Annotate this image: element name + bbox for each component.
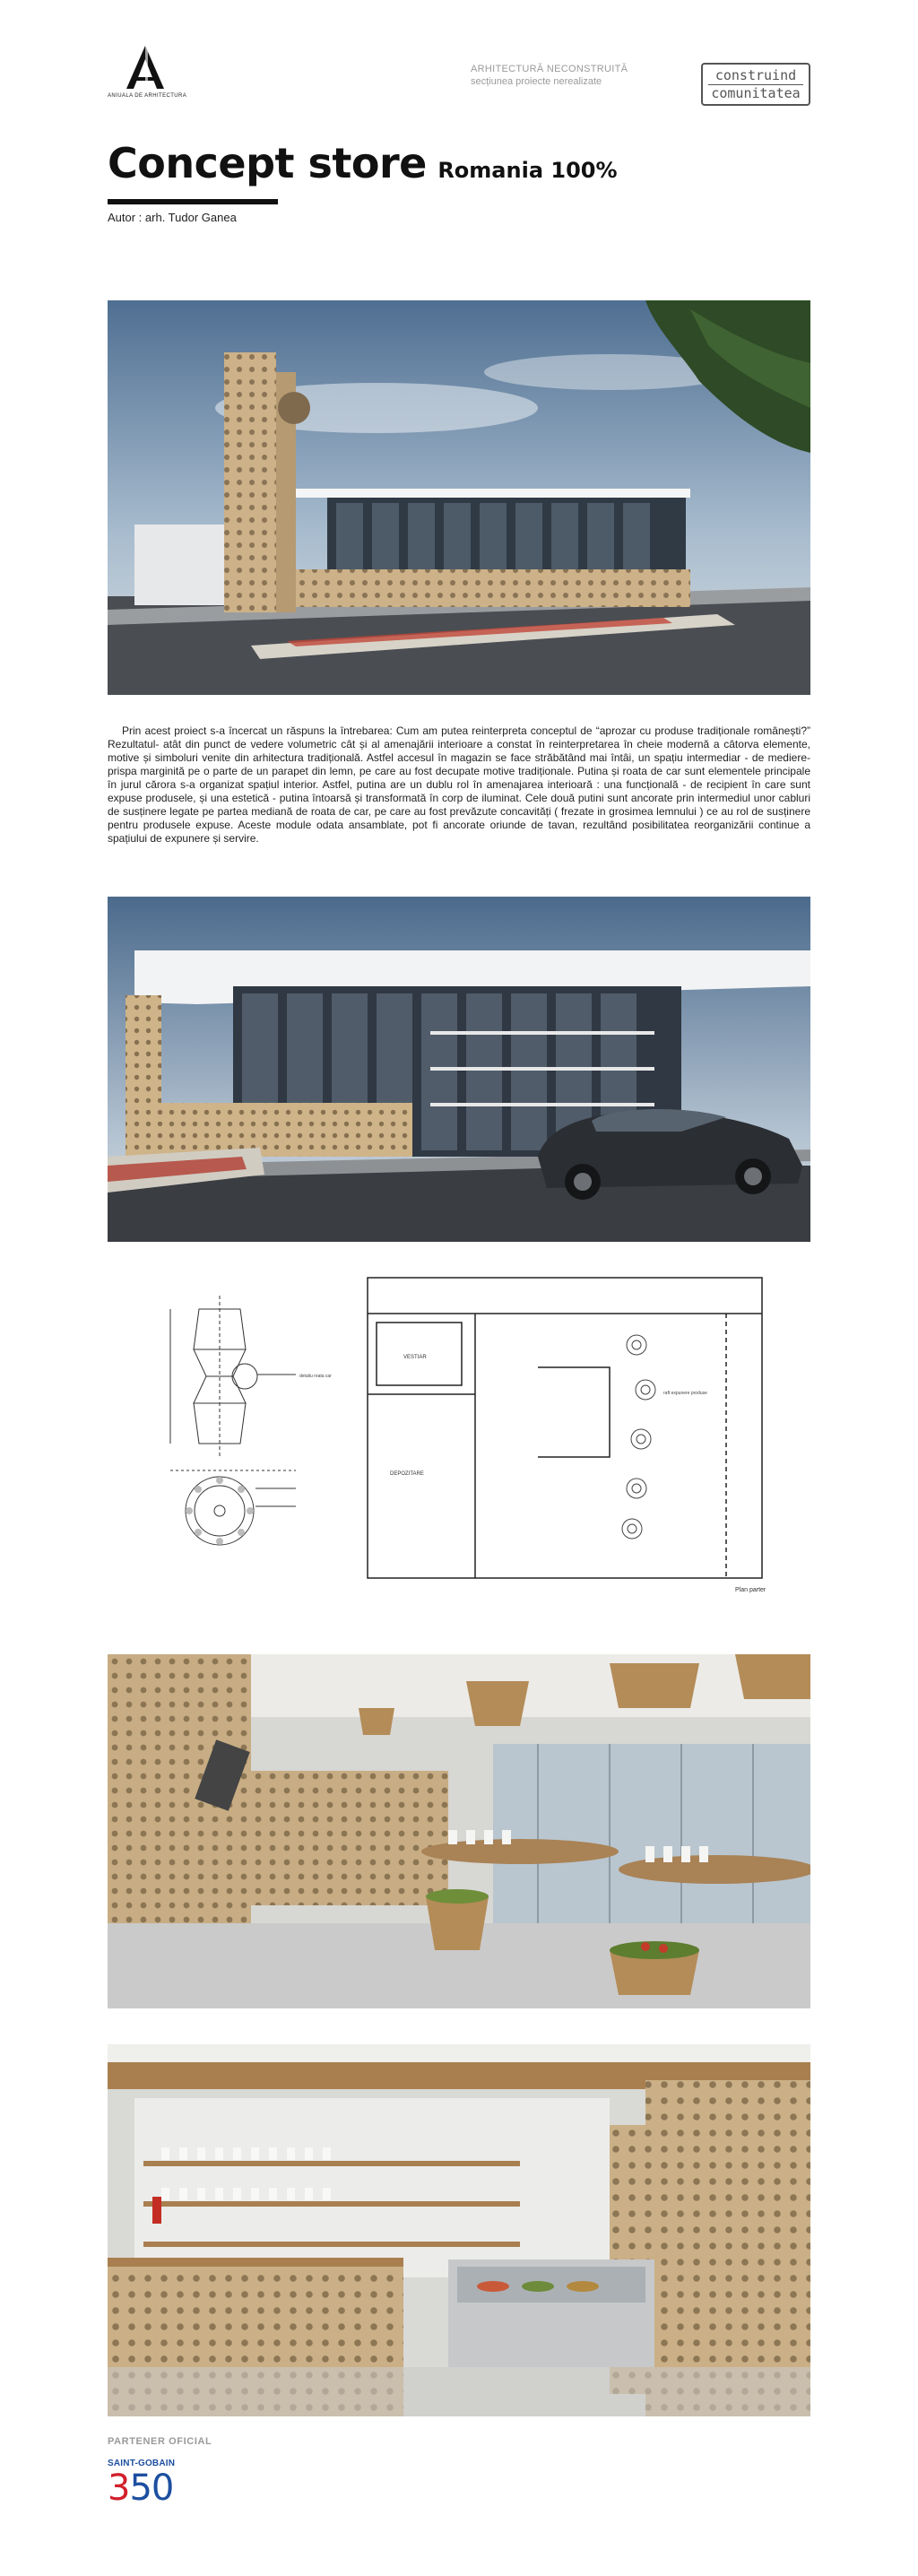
- render-exterior-side: [108, 897, 810, 1242]
- author-line: Autor : arh. Tudor Ganea: [108, 211, 237, 224]
- anniversary-digits: 50: [129, 2468, 174, 2509]
- anuala-logo: [108, 43, 187, 108]
- brand-line-2: comunitatea: [711, 85, 801, 101]
- render-interior-counter: [108, 2044, 810, 2416]
- logo-caption: ANIUALA DE ARHITECTURA: [108, 93, 187, 99]
- shelf-note-label: raft expunere produse: [663, 1391, 707, 1396]
- title-main: Concept store: [108, 139, 427, 187]
- partner-label: PARTENER OFICIAL: [108, 2436, 212, 2447]
- construind-comunitatea-logo: [701, 63, 810, 106]
- project-description: Prin acest proiect s-a încercat un răspuns la întrebarea: Cum am putea reinterpreta conceptul de “aprozar cu produse tradiționale românești?” Rezultatul- atât din punct de vedere volumetric cât și al amenajării interioare a constat în reinterpretarea în cheie modernă a câtorva elemente, motive și simboluri venite din arhitectura tradițională. Astfel accesul în magazin se face străbătând mai întâi, un spațiu intermediar - de mediere- prispa marginită pe o parte de un parapet din lemn, pe care au fost decupate motive tradiționale. Putina și roata de car sunt elementele principale în jurul cărora s-a organizat spațiul interior. Astfel, putina are un dublu rol în amenajarea interioară : una funcțională - de recipient în care sunt expuse produsele, și una estetică - putina întoarsă și transformată în corp de iluminat. Cele două putini sunt ancorate prin intermediul unor cabluri de susținere legate pe partea mediană de roata de car, pe care au fost prevăzute concavități ( frezate in grosimea lemnului ) ce au rol de susținere pentru produsele expuse. Aceste module odata ansamblate, pot fi ancorate oriunde de tavan, rezultând posibilitatea reorganizării continue a spațiului de expunere și servire.: [108, 724, 810, 845]
- technical-drawings: [108, 1260, 810, 1596]
- partner-brand: SAINT-GOBAIN: [108, 2459, 176, 2468]
- wheel-note-label: detaliu roata car: [299, 1374, 332, 1379]
- brand-line-1: construind: [714, 67, 797, 83]
- room-label-vestiar: VESTIAR: [403, 1355, 427, 1360]
- title-underline: [108, 199, 278, 204]
- render-interior-barrels: [108, 1654, 810, 2008]
- section-subtitle: secțiunea proiecte nerealizate: [471, 76, 602, 87]
- render-exterior-front: [108, 300, 810, 695]
- letter-a-logo-icon: [121, 43, 169, 91]
- room-label-depozitare: DEPOZITARE: [390, 1471, 424, 1477]
- partner-anniversary: [108, 2468, 206, 2508]
- title-sub: Romania 100%: [437, 158, 618, 183]
- saint-gobain-logo: [108, 2459, 206, 2521]
- section-label: [471, 63, 650, 88]
- anniversary-digit: 3: [108, 2468, 130, 2509]
- plan-caption: Plan parter: [735, 1587, 766, 1593]
- page-title: [108, 139, 618, 187]
- section-title: ARHITECTURĂ NECONSTRUITĂ: [471, 64, 628, 74]
